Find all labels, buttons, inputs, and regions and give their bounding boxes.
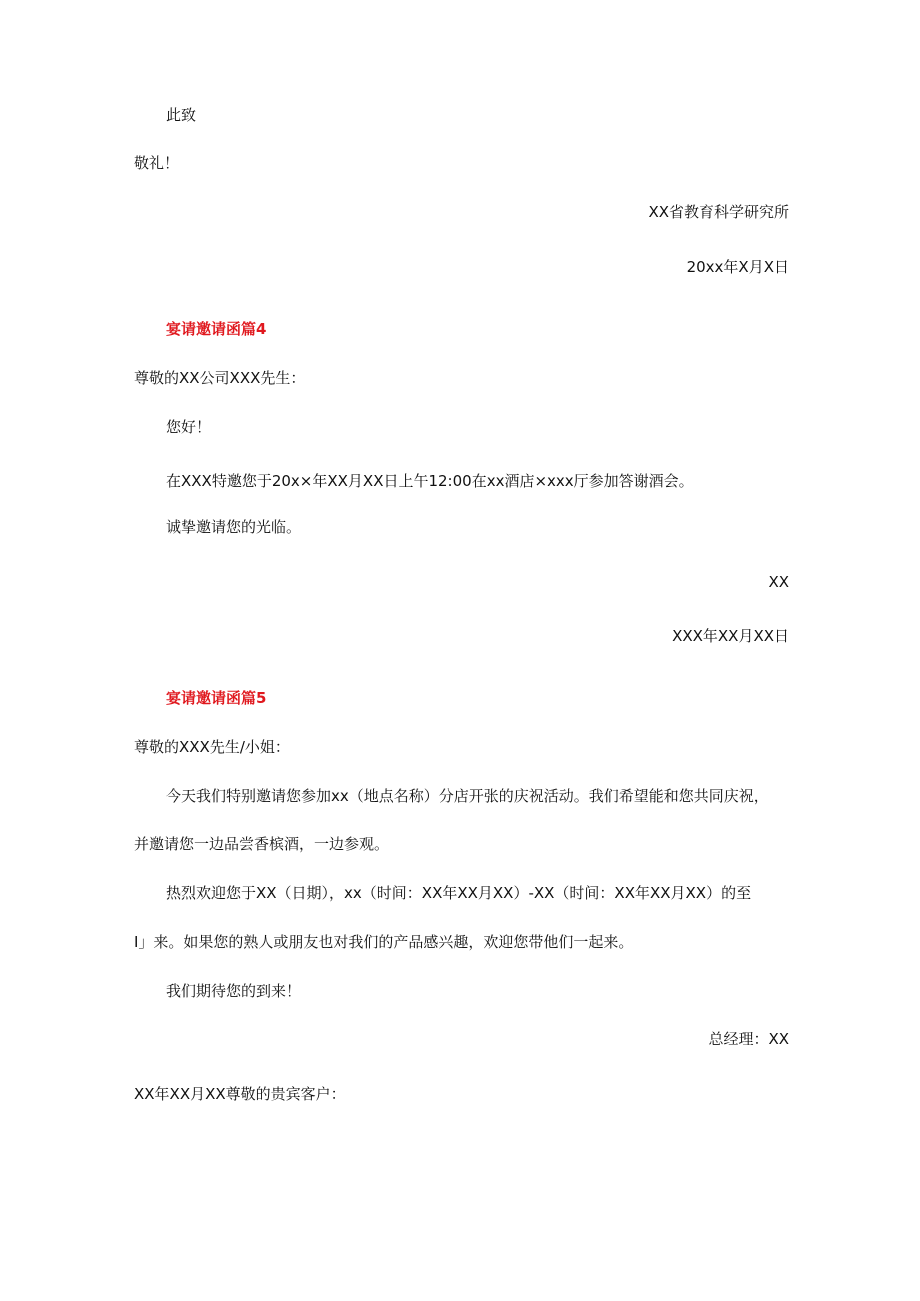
invitation-closing: 诚挚邀请您的光临。 [166, 518, 302, 536]
letter-date: 20xx年X月X日 [686, 258, 789, 276]
paragraph-1-line-1: 今天我们特别邀请您参加xx（地点名称）分店开张的庆祝活动。我们希望能和您共同庆祝， [166, 787, 769, 805]
greeting: 您好！ [166, 418, 212, 436]
closing-salutation: 此致 [166, 106, 197, 124]
addressee: 尊敬的XXX先生/小姐： [134, 738, 290, 756]
date-and-next-addressee: XX年XX月XX尊敬的贵宾客户： [134, 1085, 346, 1103]
letter-date: XXX年XX月XX日 [672, 627, 789, 645]
invitation-body: 在XXX特邀您于20x×年XX月XX日上午12:00在xx酒店×xxx厅参加答谢酒会。 [166, 472, 694, 490]
sender-signature: XX省教育科学研究所 [648, 203, 789, 221]
section-heading-4: 宴请邀请函篇4 [166, 320, 267, 338]
paragraph-3: 我们期待您的到来！ [166, 982, 302, 1000]
sender-signature: XX [768, 573, 789, 591]
sender-signature: 总经理：XX [708, 1030, 789, 1048]
paragraph-2-line-2: I」来。如果您的熟人或朋友也对我们的产品感兴趣，欢迎您带他们一起来。 [134, 933, 634, 951]
paragraph-2-line-1: 热烈欢迎您于XX（日期），xx（时间：XX年XX月XX）-XX（时间：XX年XX月XX）的至 [166, 884, 752, 902]
closing-regards: 敬礼！ [134, 154, 180, 172]
section-heading-5: 宴请邀请函篇5 [166, 689, 267, 707]
addressee: 尊敬的XX公司XXX先生： [134, 369, 306, 387]
paragraph-1-line-2: 并邀请您一边品尝香槟酒，一边参观。 [134, 835, 390, 853]
